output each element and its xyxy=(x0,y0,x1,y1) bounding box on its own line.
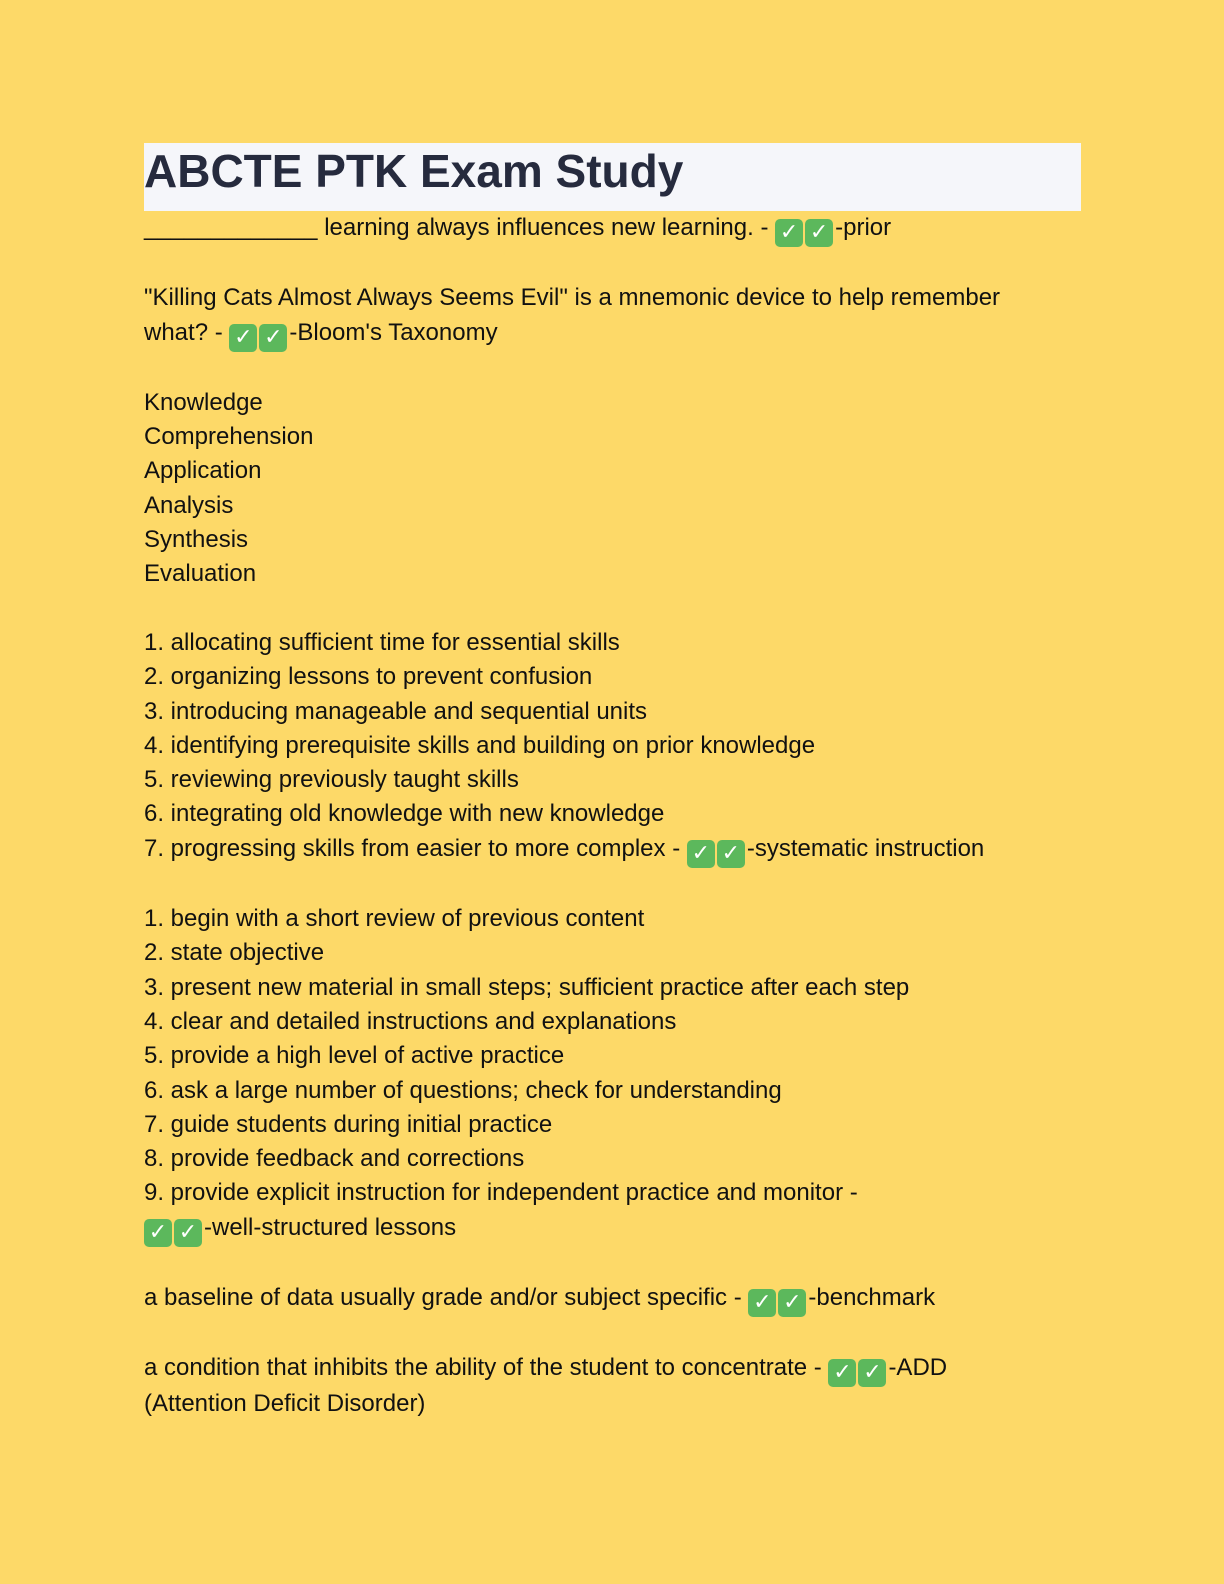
list-item: 4. clear and detailed instructions and explanations xyxy=(144,1007,677,1035)
document-page xyxy=(144,143,1081,1422)
detail-line: Evaluation xyxy=(144,560,257,588)
detail-line: Knowledge xyxy=(144,388,263,416)
list-item: 5. provide a high level of active practice xyxy=(144,1042,565,1070)
card-4-answer-line xyxy=(144,1211,1081,1247)
check-mark-icon: ✓ xyxy=(687,840,715,868)
check-mark-icon: ✓ xyxy=(717,840,745,868)
list-item: 1. begin with a short review of previous content xyxy=(144,905,645,933)
check-mark-icon: ✓ xyxy=(828,1359,856,1387)
detail-line: Application xyxy=(144,457,262,485)
list-item: 1. allocating sufficient time for essential skills xyxy=(144,628,620,656)
card-answer-text: -ADD xyxy=(888,1354,948,1382)
card-question-text: a condition that inhibits the ability of the student to concentrate - xyxy=(144,1354,822,1382)
document-content xyxy=(144,211,1081,1422)
list-item: 3. introducing manageable and sequential units xyxy=(144,697,648,725)
card-answer-text: -benchmark xyxy=(808,1284,936,1312)
check-mark-icon: ✓ xyxy=(144,1219,172,1247)
card-2-line xyxy=(144,316,1081,352)
card-answer-text: -well-structured lessons xyxy=(204,1213,457,1241)
card-question-text: what? - xyxy=(144,318,223,346)
check-mark-icon: ✓ xyxy=(748,1289,776,1317)
list-item xyxy=(144,832,1081,868)
card-question-text: "Killing Cats Almost Always Seems Evil" is a mnemonic device to help remember xyxy=(144,284,1001,312)
list-item: 5. reviewing previously taught skills xyxy=(144,766,519,794)
detail-line: Synthesis xyxy=(144,526,249,554)
card-question-text: a baseline of data usually grade and/or subject specific - xyxy=(144,1284,742,1312)
card-6-line xyxy=(144,1351,1081,1387)
check-mark-icon: ✓ xyxy=(259,324,287,352)
card-answer-text: -systematic instruction xyxy=(746,834,985,862)
list-item: 2. organizing lessons to prevent confusion xyxy=(144,663,593,691)
card-question-text: 7. progressing skills from easier to more complex - xyxy=(144,834,681,862)
list-item: 4. identifying prerequisite skills and building on prior knowledge xyxy=(144,731,816,759)
list-item: 9. provide explicit instruction for independent practice and monitor - xyxy=(144,1179,858,1207)
detail-line: Analysis xyxy=(144,491,234,519)
list-item: 8. provide feedback and corrections xyxy=(144,1145,525,1173)
check-mark-icon: ✓ xyxy=(775,219,803,247)
detail-line: Comprehension xyxy=(144,423,314,451)
card-5-line xyxy=(144,1281,1081,1317)
list-item: 6. ask a large number of questions; check for understanding xyxy=(144,1076,782,1104)
check-mark-icon: ✓ xyxy=(858,1359,886,1387)
card-6-line: (Attention Deficit Disorder) xyxy=(144,1390,426,1418)
card-1-line xyxy=(144,211,1081,247)
list-item: 3. present new material in small steps; sufficient practice after each step xyxy=(144,973,910,1001)
check-mark-icon: ✓ xyxy=(229,324,257,352)
title-bar xyxy=(144,143,1081,211)
document-title: ABCTE PTK Exam Study xyxy=(144,145,684,197)
check-mark-icon: ✓ xyxy=(778,1289,806,1317)
list-item: 7. guide students during initial practice xyxy=(144,1110,553,1138)
card-answer-text: -Bloom's Taxonomy xyxy=(289,318,498,346)
card-answer-text: -prior xyxy=(835,214,892,241)
list-item: 2. state objective xyxy=(144,939,325,967)
check-mark-icon: ✓ xyxy=(174,1219,202,1247)
card-2-line xyxy=(144,281,1081,315)
card-question-text: _____________ learning always influences new learning. - xyxy=(144,214,769,241)
list-item: 6. integrating old knowledge with new knowledge xyxy=(144,800,665,828)
check-mark-icon: ✓ xyxy=(805,219,833,247)
